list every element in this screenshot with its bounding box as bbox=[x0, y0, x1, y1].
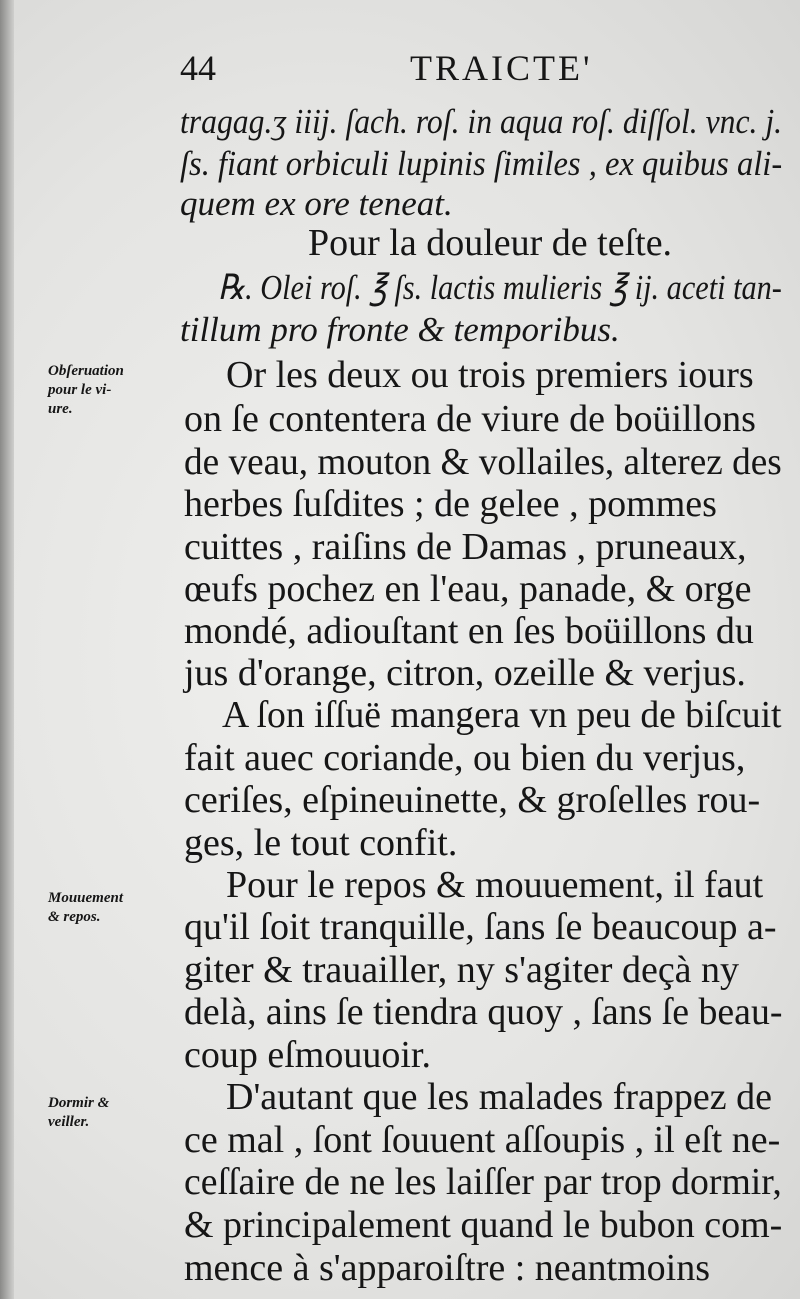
text-line: ſs. fiant orbiculi lupinis ſimiles , ex quibus ali- bbox=[180, 144, 783, 183]
text-line: D'autant que les malades frappez de bbox=[226, 1076, 772, 1118]
text-line: coup eſmouuoir. bbox=[184, 1034, 431, 1076]
text-line: ceriſes, eſpineuinette, & groſelles rou- bbox=[184, 779, 761, 821]
sidenote-sleep bbox=[48, 1094, 178, 1132]
sidenote-line: veiller. bbox=[48, 1114, 90, 1130]
sidenote-line: pour le vi- bbox=[48, 382, 112, 398]
text-line: ges, le tout confit. bbox=[184, 822, 458, 864]
text-line: mondé, adiouſtant en ſes boüillons du bbox=[184, 610, 754, 652]
sidenote-line: & repos. bbox=[48, 909, 101, 925]
section-heading: Pour la douleur de teſte. bbox=[308, 222, 673, 264]
text-line: & principalement quand le bubon com- bbox=[184, 1204, 783, 1246]
text-line: A ſon iſſuë mangera vn peu de biſcuit bbox=[222, 694, 782, 736]
sidenote-line: Dormir & bbox=[48, 1095, 110, 1111]
text-line: qu'il ſoit tranquille, ſans ſe beaucoup a- bbox=[184, 906, 777, 948]
text-line: giter & trauailler, ny s'agiter deçà ny bbox=[184, 949, 740, 991]
sidenote-line: Mouuement bbox=[48, 890, 124, 906]
page-number: 44 bbox=[180, 48, 216, 88]
text-line: ceſſaire de ne les laiſſer par trop dormir, bbox=[184, 1161, 782, 1203]
text-line: tragag.ʒ iiij. ſach. roſ. in aqua roſ. diſſol. vnc. j. bbox=[180, 102, 783, 141]
running-title: TRAICTE' bbox=[410, 48, 593, 88]
text-line: Pour le repos & mouuement, il faut bbox=[226, 864, 764, 906]
text-line: tillum pro fronte & temporibus. bbox=[180, 310, 620, 349]
text-line: Or les deux ou trois premiers iours bbox=[226, 354, 754, 396]
text-line: herbes ſuſdites ; de gelee , pommes bbox=[184, 483, 717, 525]
text-line: ce mal , ſont ſouuent aſſoupis , il eſt ne- bbox=[184, 1119, 781, 1161]
text-line: jus d'orange, citron, ozeille & verjus. bbox=[184, 652, 746, 694]
text-line: mence à s'apparoiſtre : neantmoins bbox=[184, 1247, 710, 1289]
text-line: quem ex ore teneat. bbox=[180, 184, 453, 223]
sidenote-movement bbox=[48, 889, 178, 927]
text-line: œufs pochez en l'eau, panade, & orge bbox=[184, 568, 752, 610]
sidenote-line: Obſeruation bbox=[48, 363, 124, 379]
text-line: delà, ains ſe tiendra quoy , ſans ſe beau- bbox=[184, 991, 783, 1033]
sidenote-observation bbox=[48, 362, 178, 419]
text-line: fait auec coriande, ou bien du verjus, bbox=[184, 737, 746, 779]
sidenote-line: ure. bbox=[48, 401, 73, 417]
book-gutter-shadow bbox=[0, 0, 14, 1299]
text-line: ℞. Olei roſ. ℥ ſs. lactis mulieris ℥ ij. aceti tan- bbox=[218, 268, 782, 307]
text-line: on ſe contentera de viure de boüillons bbox=[184, 398, 756, 440]
text-line: cuittes , raiſins de Damas , pruneaux, bbox=[184, 526, 747, 568]
text-line: de veau, mouton & vollailes, alterez des bbox=[184, 441, 782, 483]
